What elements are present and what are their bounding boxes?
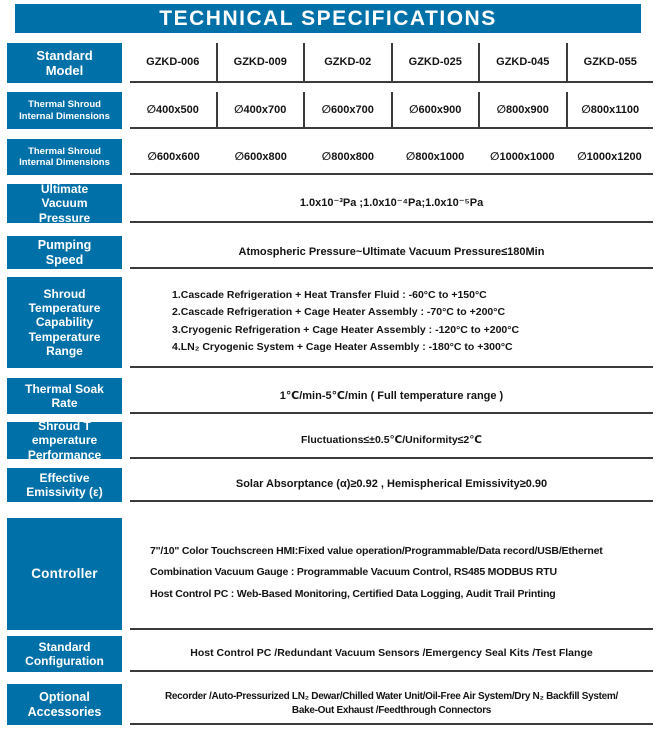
label-line: Rate <box>51 396 78 410</box>
spec-text: 7"/10" Color Touchscreen HMI:Fixed value operation/Programmable/Data record/USB/Ethernet <box>150 544 603 557</box>
label-line: Internal Dimensions <box>19 110 110 122</box>
label-line: Optional <box>39 689 90 704</box>
row-label-optional-accessories <box>7 684 122 725</box>
spec-text: Bake-Out Exhaust /Feedthrough Connectors <box>291 704 492 716</box>
spec-text: 4.LN₂ Cryogenic System + Cage Heater Assembly : -180°C to +300°C <box>172 341 513 353</box>
spec-text: Fluctuations≤±0.5℃/Uniformity≤2℃ <box>301 433 482 446</box>
thermal-soak-rate-value <box>130 378 653 414</box>
label-line: Shroud <box>43 287 86 302</box>
title-bar <box>15 4 641 33</box>
label-line: Thermal Shroud <box>28 99 101 111</box>
optional-accessories-value <box>130 684 653 725</box>
row-label-shroud-dimensions-2 <box>7 139 122 175</box>
dimension-value: ∅800x900 <box>480 92 568 127</box>
label-line: Configuration <box>25 654 104 668</box>
spec-text: Host Control PC /Redundant Vacuum Sensors /Emergency Seal Kits /Test Flange <box>190 647 593 659</box>
dimension-value: ∅1000x1000 <box>490 150 555 163</box>
spec-text: Recorder /Auto-Pressurized LN₂ Dewar/Chilled Water Unit/Oil-Free Air System/Dry N₂ Backfill System/ <box>164 690 619 702</box>
label-line: Temperature <box>28 329 101 344</box>
label-line: Temperature <box>28 301 101 316</box>
row-pumping-speed <box>7 236 653 269</box>
label-line: Emissivity (ε) <box>26 485 103 499</box>
label-line: Accessories <box>27 704 102 719</box>
label-line: Effective <box>39 470 90 485</box>
spec-text: 2.Cascade Refrigeration + Cage Heater Assembly : -70°C to +200°C <box>172 306 506 318</box>
standard-configuration-value <box>130 636 653 672</box>
dimension-value: ∅600x700 <box>305 92 393 127</box>
label-line: Shroud T <box>38 419 91 434</box>
model-name: GZKD-045 <box>480 43 568 81</box>
label-line: Thermal Soak <box>25 381 104 396</box>
dimension-cells <box>130 139 653 175</box>
row-shroud-dimensions-2 <box>7 139 653 175</box>
spec-text: Combination Vacuum Gauge : Programmable Vacuum Control, RS485 MODBUS RTU <box>150 566 557 579</box>
row-label-standard-model <box>7 43 122 83</box>
row-label-shroud-dimensions-1 <box>7 92 122 129</box>
model-cells <box>130 43 653 83</box>
dimension-value: ∅600x800 <box>234 150 287 163</box>
row-label-standard-configuration <box>7 636 122 672</box>
row-label-thermal-soak-rate <box>7 378 122 414</box>
dimension-value: ∅800x1100 <box>581 104 640 116</box>
dimension-value: ∅600x600 <box>147 150 200 163</box>
label-line: Internal Dimensions <box>19 157 110 168</box>
label-line: Performance <box>27 447 102 462</box>
shroud-temperature-performance-value <box>130 422 653 459</box>
label-line: Capability <box>35 315 94 330</box>
label-line: Standard <box>36 47 93 63</box>
model-name: GZKD-009 <box>218 43 306 81</box>
model-name: GZKD-025 <box>393 43 481 81</box>
spec-text: 3.Cryogenic Refrigeration + Cage Heater Assembly : -120°C to +200°C <box>172 323 520 336</box>
row-thermal-soak-rate <box>7 378 653 414</box>
row-effective-emissivity <box>7 468 653 502</box>
label-line: Thermal Shroud <box>28 145 101 157</box>
effective-emissivity-value <box>130 468 653 502</box>
label-line: Vacuum <box>41 196 88 211</box>
row-label-ultimate-vacuum-pressure <box>7 184 122 223</box>
controller-value <box>130 518 653 630</box>
row-label-controller <box>7 518 122 630</box>
spec-text: 1.Cascade Refrigeration + Heat Transfer Fluid : -60°C to +150°C <box>172 288 487 301</box>
dimension-value: ∅400x500 <box>130 92 218 127</box>
spec-text: Host Control PC : Web-Based Monitoring, Certified Data Logging, Audit Trail Printing <box>150 587 556 600</box>
row-standard-model <box>7 43 653 83</box>
label-line: Model <box>45 63 84 78</box>
model-name: GZKD-006 <box>130 43 218 81</box>
row-standard-configuration <box>7 636 653 672</box>
spec-text: 1℃/min-5℃/min ( Full temperature range ) <box>279 389 504 402</box>
model-name: GZKD-02 <box>305 43 393 81</box>
row-ultimate-vacuum-pressure <box>7 184 653 223</box>
label-line: emperature <box>31 433 98 448</box>
spec-text: Atmospheric Pressure~Ultimate Vacuum Pressure≤180Min <box>238 245 545 258</box>
dimension-value: ∅600x900 <box>393 92 481 127</box>
label-line: Range <box>46 343 83 358</box>
row-label-shroud-temperature-performance <box>7 419 122 462</box>
label-line: Pressure <box>38 210 91 225</box>
spec-text: Solar Absorptance (α)≥0.92 , Hemispherical Emissivity≥0.90 <box>235 478 548 490</box>
row-shroud-temperature-performance <box>7 419 653 462</box>
row-shroud-dimensions-1 <box>7 92 653 129</box>
dimension-value: ∅400x700 <box>218 92 306 127</box>
label-line: Controller <box>31 566 98 582</box>
label-line: Standard <box>38 639 91 654</box>
row-label-pumping-speed <box>7 236 122 269</box>
row-optional-accessories <box>7 684 653 725</box>
dimension-value: ∅800x1000 <box>405 150 465 163</box>
dimension-cells <box>130 92 653 129</box>
dimension-value: ∅800x800 <box>321 150 375 163</box>
dimension-value: ∅1000x1200 <box>577 150 642 163</box>
ultimate-vacuum-pressure-value <box>130 184 653 223</box>
model-name: GZKD-055 <box>583 56 637 68</box>
row-controller <box>7 518 653 630</box>
spec-text: 1.0x10⁻³Pa ;1.0x10⁻⁴Pa;1.0x10⁻⁵Pa <box>299 197 484 209</box>
page-title: TECHNICAL SPECIFICATIONS <box>159 6 497 30</box>
shroud-temperature-capability-value <box>130 277 653 368</box>
row-shroud-temperature-capability <box>7 277 653 368</box>
label-line: Pumping <box>37 237 92 252</box>
label-line: Speed <box>45 252 84 267</box>
row-label-shroud-temperature-capability <box>7 277 122 368</box>
row-label-effective-emissivity <box>7 468 122 502</box>
label-line: Ultimate <box>40 182 89 197</box>
pumping-speed-value <box>130 236 653 269</box>
